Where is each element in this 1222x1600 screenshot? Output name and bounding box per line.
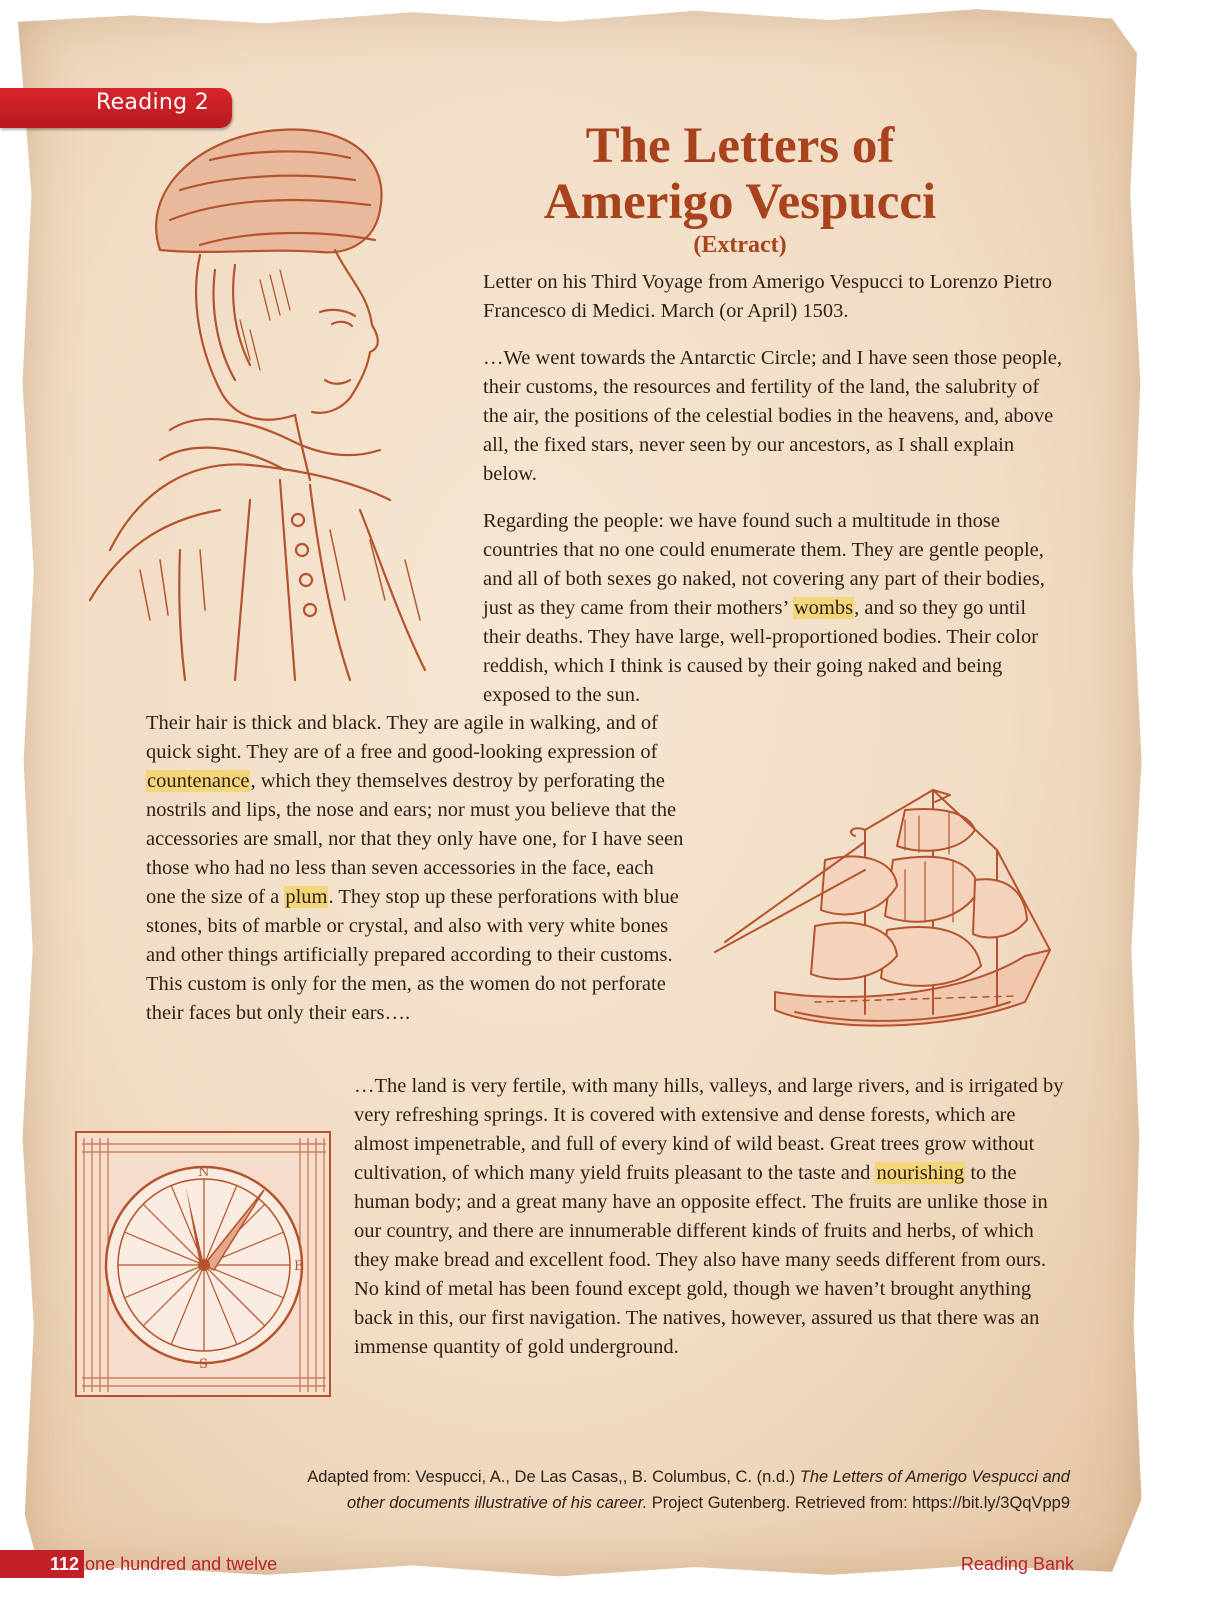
source-citation — [300, 1464, 1070, 1516]
highlight-wombs: wombs — [793, 597, 854, 619]
page-title — [480, 118, 1000, 230]
paragraph-2 — [483, 507, 1068, 710]
page-number: 112 — [50, 1554, 80, 1574]
source-authors: Vespucci, A., De Las Casas,, B. Columbus, C. (n.d.) — [410, 1468, 800, 1486]
highlight-plum: plum — [285, 886, 328, 908]
paragraph-2-text-b: , and so they go until their deaths. They have large, well-proportioned bodies. Their color reddish, which I think is caused by their going naked and being exposed to the sun. — [483, 597, 1039, 706]
compass-east-label: E — [294, 1259, 304, 1274]
paragraph-4-text-a: …The land is very fertile, with many hills, valleys, and large rivers, and is irrigated by very refreshing springs. It is covered with extensive and dense forests, which are almost impenetrable, and full of every kind of wild beast. Great trees grow without cultivation, of which many yield fruits pleasant to the taste and — [354, 1075, 1064, 1184]
highlight-nourishing: nourishing — [876, 1162, 965, 1184]
paragraph-3-text-b: , which they themselves destroy by perforating the nostrils and lips, the nose and ears; nor must you believe that the accessories are small, nor that they only have one, for I have seen those who had no less than seven accessories in the face, each one the size of a — [146, 770, 684, 908]
paragraph-3 — [146, 709, 686, 1028]
footer-section-name: Reading Bank — [960, 1554, 1074, 1574]
paragraph-1: …We went towards the Antarctic Circle; and I have seen those people, their customs, the resources and fertility of the land, the salubrity of the air, the positions of the celestial bodies in the heavens, and, above all, the fixed stars, never seen by our ancestors, as I shall explain below. — [483, 347, 1062, 485]
source-work-title: The Letters of Amerigo Vespucci and other documents illustrative of his career. — [347, 1468, 1070, 1512]
title-line-1: The Letters of — [585, 118, 895, 174]
section-label: Reading 2 — [96, 90, 209, 115]
paragraph-2-text-a: Regarding the people: we have found such a multitude in those countries that no one could enumerate them. They are gentle people, and all of both sexes go naked, not covering any part of their bodies, just as they came from their mothers’ — [483, 510, 1045, 619]
highlight-countenance: countenance — [147, 770, 250, 792]
paragraph-3-text-c: . They stop up these perforations with blue stones, bits of marble or crystal, and also with very white bones and other things artificially prepared according to their customs. This custom is only for the men, as the women do not perforate their faces but only their ears…. — [146, 886, 679, 1024]
compass-south-label: S — [199, 1357, 208, 1372]
paragraph-4 — [354, 1072, 1074, 1362]
footer-page-info — [50, 1550, 277, 1578]
ship-illustration — [705, 770, 1065, 1070]
page-number-words: one hundred and twelve — [85, 1554, 278, 1574]
source-label: Adapted from: — [307, 1468, 411, 1486]
source-rest: Project Gutenberg. Retrieved from: https://bit.ly/3QqVpp9 — [647, 1494, 1070, 1512]
intro-paragraph: Letter on his Third Voyage from Amerigo Vespucci to Lorenzo Pietro Francesco di Medici. March (or April) 1503. — [483, 271, 1052, 322]
compass-illustration — [74, 1130, 334, 1400]
paragraph-3-text-a: Their hair is thick and black. They are agile in walking, and of quick sight. They are of a free and good-looking expression of — [146, 712, 658, 763]
page-subtitle: (Extract) — [693, 232, 787, 258]
portrait-illustration — [50, 80, 470, 690]
compass-north-label: N — [198, 1165, 210, 1180]
paragraph-4-text-b: to the human body; and a great many have an opposite effect. The fruits are unlike those in our country, and there are innumerable different kinds of fruits and herbs, of which they make bread and excellent food. They also have many seeds different from ours. No kind of metal has been found except gold, though we haven’t brought anything back in this, our first navigation. The natives, however, assured us that there was an immense quantity of gold underground. — [354, 1162, 1048, 1358]
title-line-2: Amerigo Vespucci — [543, 174, 937, 230]
